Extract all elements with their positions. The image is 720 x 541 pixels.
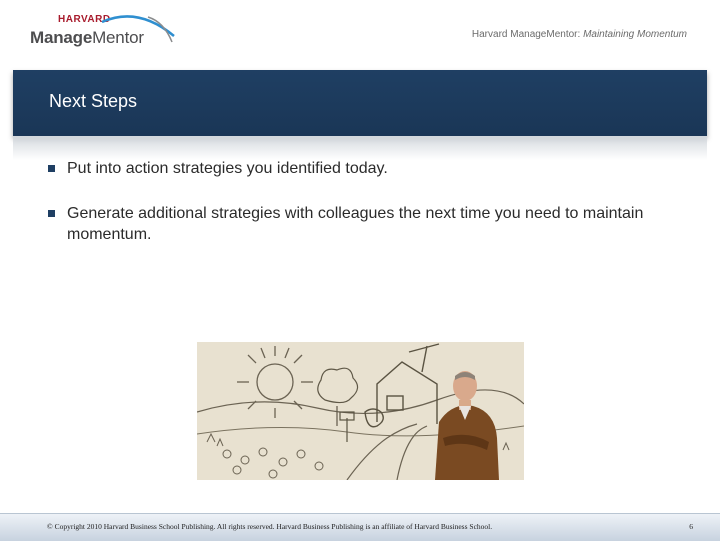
slide-title: Next Steps [49, 91, 138, 111]
course-name: Maintaining Momentum [583, 29, 687, 40]
bullet-item [48, 158, 668, 179]
logo-mentor-text: Mentor [92, 28, 144, 47]
course-title [472, 29, 687, 40]
slide-title-bar [13, 70, 707, 136]
bullet-item [48, 203, 668, 245]
sketch-landscape-image [197, 342, 524, 480]
copyright-text: © Copyright 2010 Harvard Business School Publishing. All rights reserved. Harvard Business Publishing is an affiliate of Harvard Business School. [47, 522, 493, 531]
page-number: 6 [689, 522, 693, 531]
logo-wordmark [30, 28, 144, 48]
bullet-square-icon [48, 165, 55, 172]
logo-harvard-text: HARVARD [58, 14, 111, 25]
course-prefix: Harvard ManageMentor: [471, 29, 584, 40]
bullet-list [48, 158, 668, 245]
logo-manage-text: Manage [30, 28, 93, 47]
title-bar-shadow [13, 136, 707, 160]
bullet-square-icon [48, 210, 55, 217]
footer-bar [0, 513, 720, 541]
harvard-managementor-logo [30, 14, 180, 54]
bullet-text: Put into action strategies you identified today. [67, 160, 388, 177]
bullet-text: Generate additional strategies with colleagues the next time you need to maintain momentum. [67, 205, 644, 243]
sketch-illustration [197, 342, 524, 480]
